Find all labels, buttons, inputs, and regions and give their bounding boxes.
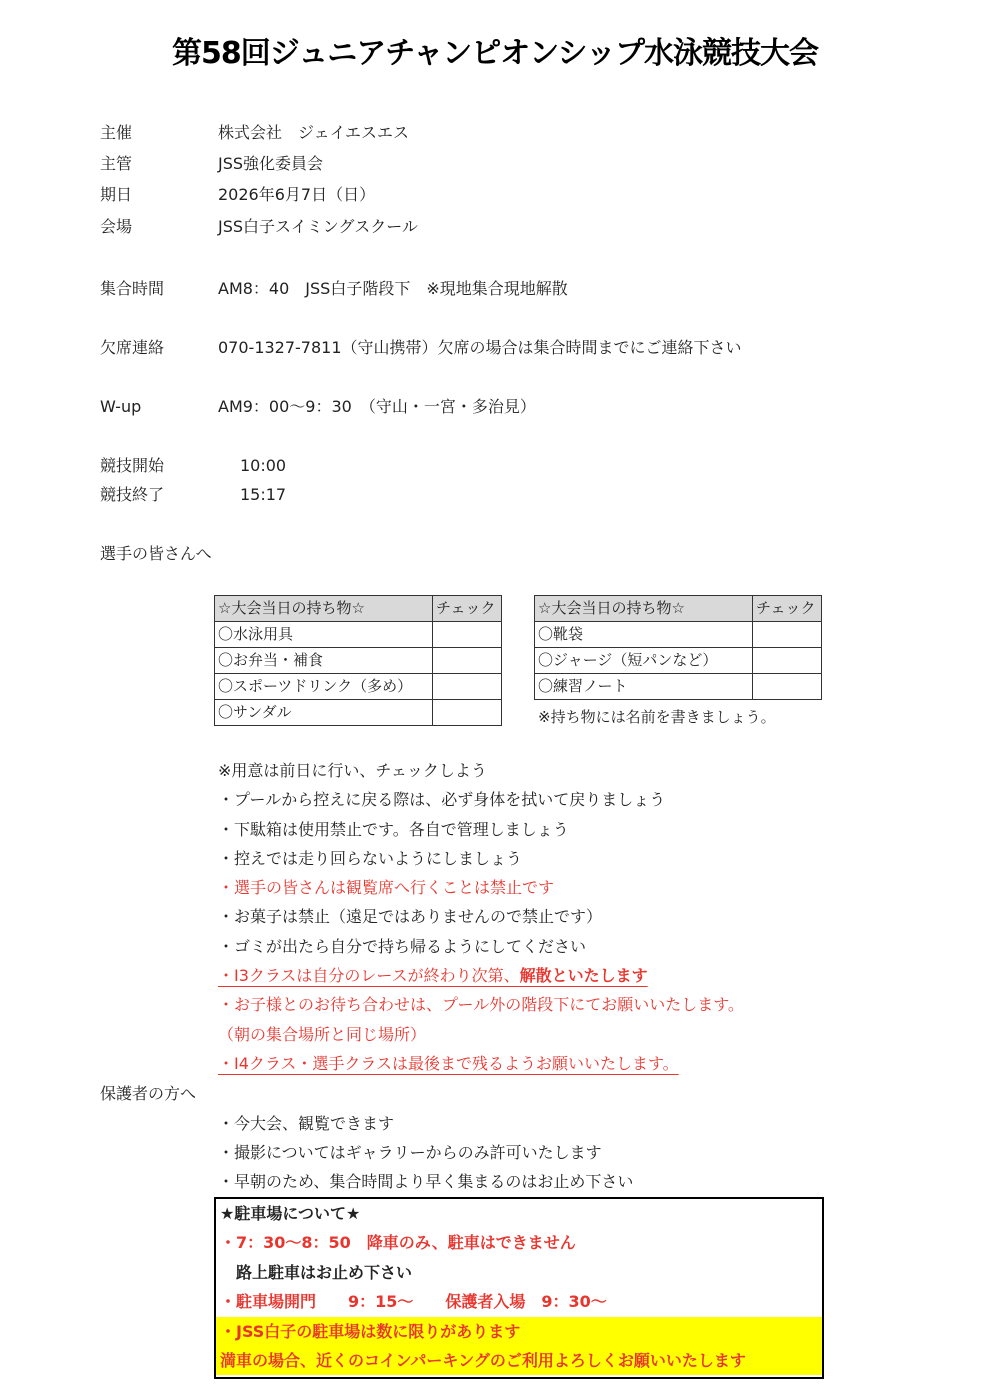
checklist-left — [214, 595, 502, 726]
info-row-manager — [0, 152, 990, 176]
parent-item: ・今大会、観覧できます — [218, 1114, 395, 1133]
end-value: 15:17 — [240, 485, 287, 504]
parent-item: ・撮影についてはギャラリーからのみ許可いたします — [218, 1143, 602, 1162]
checklist-item: 〇サンダル — [215, 700, 433, 726]
info-label: 主催 — [100, 123, 133, 142]
check-cell[interactable] — [433, 622, 502, 648]
start-value: 10:00 — [240, 456, 287, 475]
absence-label: 欠席連絡 — [100, 338, 165, 357]
checklist-item: 〇靴袋 — [535, 622, 753, 648]
meeting-row — [0, 277, 990, 301]
info-label: 期日 — [100, 185, 133, 204]
parking-full-note: 満車の場合、近くのコインパーキングのご利用よろしくお願いいたします — [216, 1346, 822, 1375]
check-cell[interactable] — [433, 674, 502, 700]
rule-item-pickup-note: （朝の集合場所と同じ場所） — [218, 1024, 427, 1044]
warmup-value: AM9：00〜9：30 （守山・一宮・多治見） — [218, 397, 536, 416]
info-row-date — [0, 183, 990, 207]
parents-heading: 保護者の方へ — [100, 1084, 197, 1103]
start-row — [0, 454, 990, 478]
checklist-check-header: チェック — [433, 596, 502, 622]
parking-heading: ★駐車場について★ — [220, 1204, 361, 1223]
checklist-item: 〇スポーツドリンク（多め） — [215, 674, 433, 700]
meeting-value: AM8：40 JSS白子階段下 ※現地集合現地解散 — [218, 279, 568, 298]
info-value: JSS強化委員会 — [218, 154, 324, 173]
warmup-row — [0, 395, 990, 419]
start-label: 競技開始 — [100, 456, 165, 475]
rule-i3-text: ・I3クラスは自分のレースが終わり次第、 — [218, 966, 520, 986]
info-value: 株式会社 ジェイエスエス — [218, 123, 410, 142]
rule-item: ・ゴミが出たら自分で持ち帰るようにしてください — [218, 936, 587, 956]
check-cell[interactable] — [753, 674, 822, 700]
meeting-label: 集合時間 — [100, 279, 165, 298]
parking-dropoff: ・7：30〜8：50 降車のみ、駐車はできません — [220, 1233, 576, 1253]
rule-item-i4: ・I4クラス・選手クラスは最後まで残るようお願いいたします。 — [218, 1053, 679, 1073]
rule-item-i3 — [218, 964, 744, 993]
rule-item: ・プールから控えに戻る際は、必ず身体を拭いて戻りましょう — [218, 790, 666, 810]
swimmer-rules — [218, 759, 744, 1081]
absence-row — [0, 336, 990, 360]
info-row-organizer — [0, 121, 990, 145]
parking-hours: ・駐車場開門 9：15〜 保護者入場 9：30〜 — [220, 1292, 607, 1312]
info-value: 2026年6月7日（日） — [218, 185, 376, 204]
checklist-header: ☆大会当日の持ち物☆ — [535, 596, 753, 622]
parent-item: ・早朝のため、集合時間より早く集まるのはお止め下さい — [218, 1172, 634, 1191]
checklist-item: 〇練習ノート — [535, 674, 753, 700]
info-value: JSS白子スイミングスクール — [218, 217, 418, 236]
rule-item: ・下駄箱は使用禁止です。各自で管理しましょう — [218, 819, 569, 839]
warmup-label: W-up — [100, 397, 142, 416]
check-cell[interactable] — [753, 648, 822, 674]
parking-no-street: 路上駐車はお止め下さい — [220, 1262, 413, 1282]
parent-rules — [218, 1112, 633, 1199]
info-label: 会場 — [100, 217, 133, 236]
rule-i3-emphasis: 解散といたします — [519, 966, 648, 986]
end-label: 競技終了 — [100, 485, 165, 504]
info-label: 主管 — [100, 154, 133, 173]
checklist-item: 〇お弁当・補食 — [215, 648, 433, 674]
parking-limited: ・JSS白子の駐車場は数に限りがあります — [216, 1317, 822, 1346]
rule-item: ・控えでは走り回らないようにしましょう — [218, 848, 523, 868]
checklist-header: ☆大会当日の持ち物☆ — [215, 596, 433, 622]
checklist-item: 〇ジャージ（短パンなど） — [535, 648, 753, 674]
rule-item-warning: ・選手の皆さんは観覧席へ行くことは禁止です — [218, 878, 555, 898]
info-row-venue — [0, 215, 990, 239]
swimmers-heading: 選手の皆さんへ — [100, 544, 212, 563]
end-row — [0, 483, 990, 507]
checklist-item: 〇水泳用具 — [215, 622, 433, 648]
rule-item-pickup: ・お子様とのお待ち合わせは、プール外の階段下にてお願いいたします。 — [218, 995, 744, 1015]
absence-value: 070-1327-7811（守山携帯）欠席の場合は集合時間までにご連絡下さい — [218, 338, 742, 357]
page-title: 第58回ジュニアチャンピオンシップ水泳競技大会 — [172, 36, 818, 71]
checklist-note: ※持ち物には名前を書きましょう。 — [538, 708, 776, 726]
checklist-check-header: チェック — [753, 596, 822, 622]
check-cell[interactable] — [433, 700, 502, 726]
rule-item: ・お菓子は禁止（遠足ではありませんので禁止です） — [218, 907, 603, 927]
rule-item: ※用意は前日に行い、チェックしよう — [218, 761, 487, 780]
checklist-right — [534, 595, 822, 700]
check-cell[interactable] — [753, 622, 822, 648]
parking-box — [214, 1197, 824, 1379]
check-cell[interactable] — [433, 648, 502, 674]
